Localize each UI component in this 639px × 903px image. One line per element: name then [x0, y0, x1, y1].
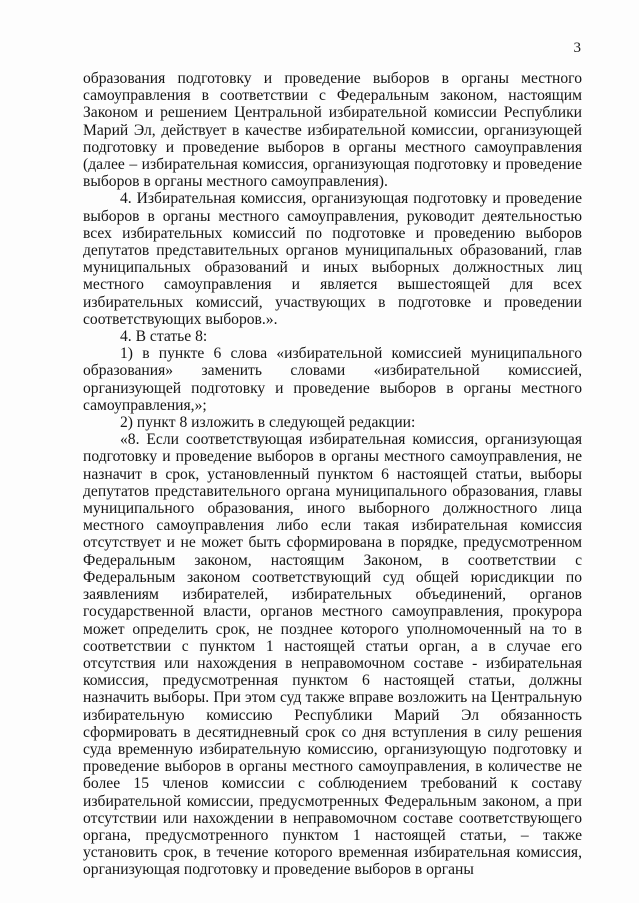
paragraph-point-8-text: «8. Если соответствующая избирательная комиссия, организующая подготовку и проведение выборов в органы местного самоуправления, не назначит в срок, установленный пунктом 6 настоящей статьи, выборы депутатов представительного органа муниципального образования, главы муниципального образования, иного выборного должностного лица местного самоуправления либо если такая избирательная комиссия отсутствует и не может быть сформирована в порядке, предусмотренном Федеральным законом, настоящим Законом, в соответствии с Федеральным законом соответствующий суд общей юрисдикции по заявлениям избирателей, избирательных объединений, органов государственной власти, органов местного самоуправления, прокурора может определить срок, не позднее которого уполномоченный на то в соответствии с пунктом 1 настоящей статьи орган, а в случае его отсутствия или нахождения в неправомочном составе - избирательная комиссия, предусмотренная пунктом 6 настоящей статьи, должны назначить выборы. При этом суд также вправе возложить на Центральную избирательную комиссию Республики Марий Эл обязанность сформировать в десятидневный срок со дня вступления в силу решения суда временную избирательную комиссию, организующую подготовку и проведение выборов в органы местного самоуправления, в количестве не более 15 членов комиссии с соблюдением требований к составу избирательной комиссии, предусмотренных Федеральным законом, а при отсутствии или нахождении в неправомочном составе соответствующего органа, предусмотренного пунктом 1 настоящей статьи, – также установить срок, в течение которого временная избирательная комиссия, организующая подготовку и проведение выборов в органы	[83, 431, 582, 879]
document-body	[83, 70, 582, 879]
paragraph-continuation: образования подготовку и проведение выборов в органы местного самоуправления в соответствии с Федеральным законом, настоящим Законом и решением Центральной избирательной комиссии Республики Марий Эл, действует в качестве избирательной комиссии, организующей подготовку и проведение выборов в органы местного самоуправления (далее – избирательная комиссия, организующая подготовку и проведение выборов в органы местного самоуправления).	[83, 70, 582, 191]
paragraph-point-4: 4. Избирательная комиссия, организующая подготовку и проведение выборов в органы местного самоуправления, руководит деятельностью всех избирательных комиссий по подготовке и проведению выборов депутатов представительных органов муниципальных образований, глав муниципальных образований и иных выборных должностных лиц местного самоуправления и является вышестоящей для всех избирательных комиссий, участвующих в подготовке и проведении соответствующих выборов.».	[83, 190, 582, 328]
page-number: 3	[573, 40, 581, 56]
paragraph-subitem-1: 1) в пункте 6 слова «избирательной комиссией муниципального образования» заменить словами «избирательной комиссией, организующей подготовку и проведение выборов в органы местного самоуправления,»;	[83, 345, 582, 414]
paragraph-article-8-heading: 4. В статье 8:	[120, 328, 208, 346]
paragraph-subitem-2: 2) пункт 8 изложить в следующей редакции:	[120, 414, 416, 432]
